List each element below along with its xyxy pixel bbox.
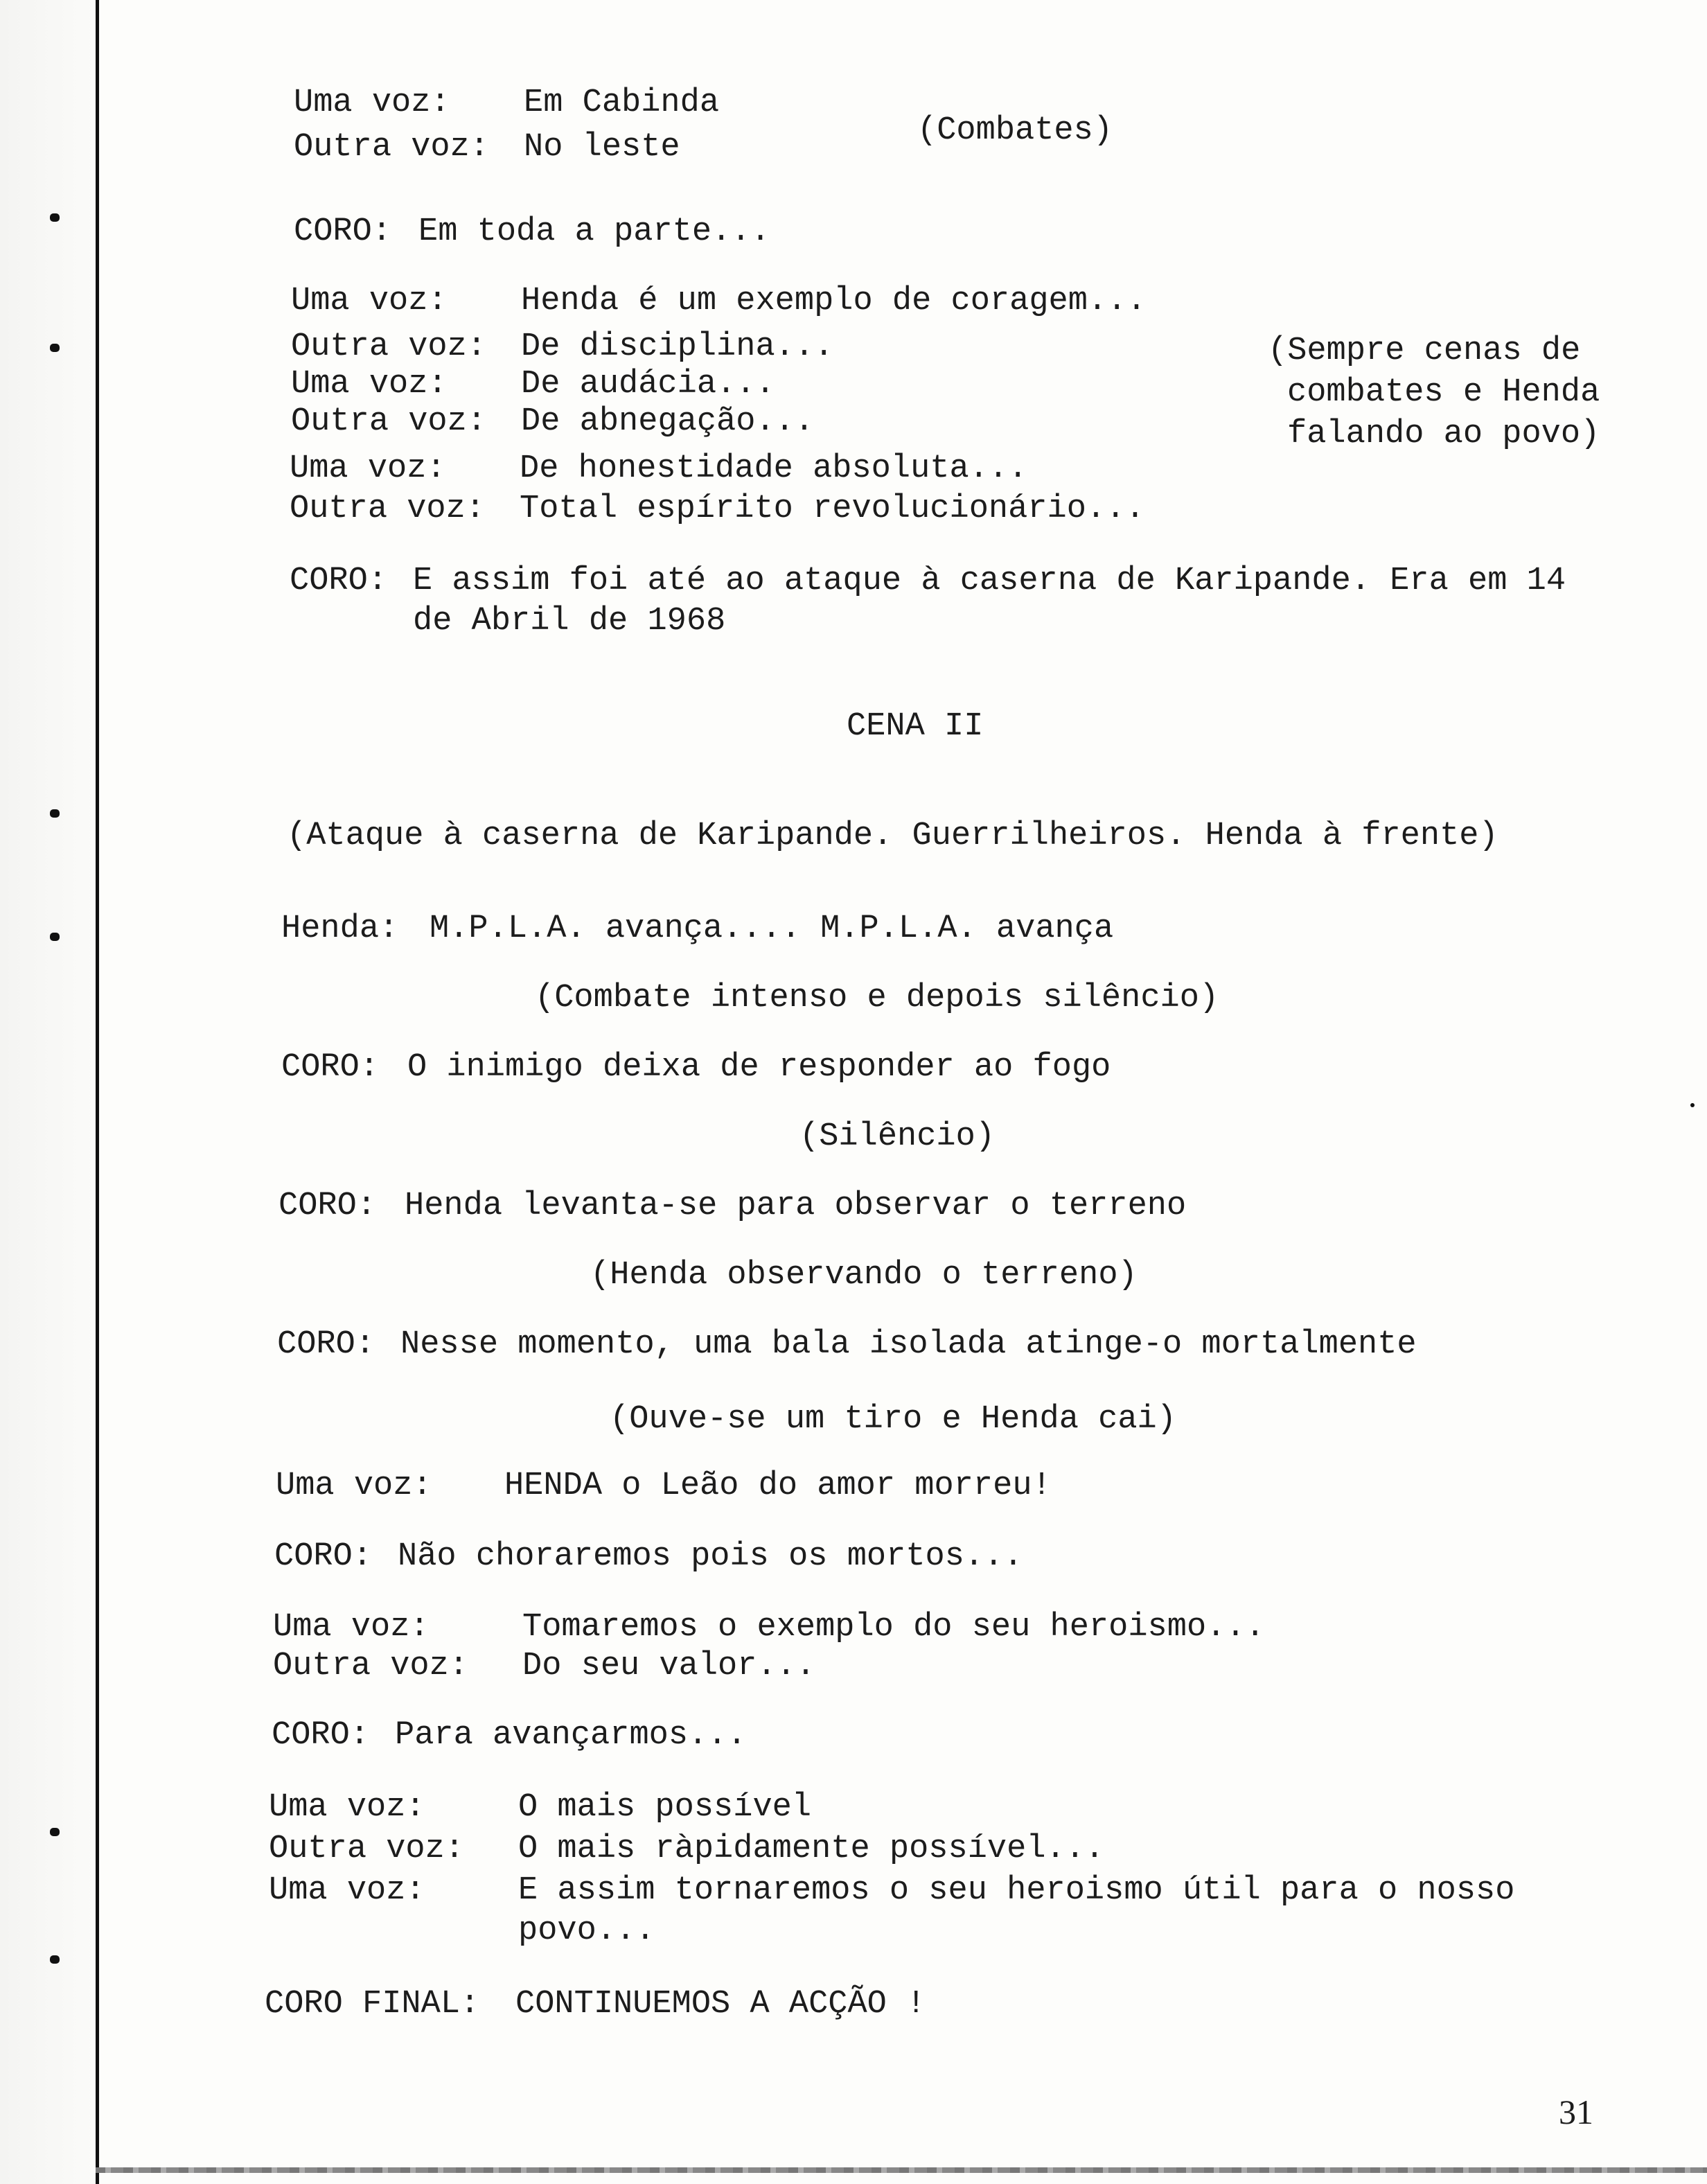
speaker-label: Uma voz: <box>291 366 448 403</box>
dialogue-line: Total espírito revolucionário... <box>520 491 1145 527</box>
dialogue-line: De audácia... <box>521 366 775 403</box>
speaker-label: CORO: <box>278 1188 377 1224</box>
speaker-label: Outra voz: <box>291 403 487 440</box>
speaker-label: Uma voz: <box>291 283 448 319</box>
scan-speck <box>1690 1103 1695 1107</box>
stage-direction: (Sempre cenas de <box>1268 333 1581 369</box>
page-number: 31 <box>1559 2093 1593 2131</box>
speaker-label: CORO: <box>294 213 392 250</box>
dialogue-line: E assim tornaremos o seu heroismo útil para o nosso <box>518 1872 1515 1909</box>
binding-edge-line <box>96 0 99 2184</box>
speaker-label: Uma voz: <box>273 1609 430 1646</box>
speaker-label: Henda: <box>281 910 399 947</box>
dialogue-line: CONTINUEMOS A ACÇÃO ! <box>515 1986 926 2023</box>
dialogue-line: O inimigo deixa de responder ao fogo <box>407 1049 1111 1086</box>
punch-mark <box>50 809 60 818</box>
dialogue-line: Não choraremos pois os mortos... <box>398 1538 1023 1575</box>
punch-mark <box>50 344 60 352</box>
speaker-label: Outra voz: <box>273 1648 469 1684</box>
punch-mark <box>50 1828 60 1836</box>
stage-direction: (Combate intenso e depois silêncio) <box>535 980 1219 1016</box>
dialogue-line: No leste <box>524 129 680 166</box>
speaker-label: Uma voz: <box>290 450 446 487</box>
punch-mark <box>50 213 60 222</box>
dialogue-line: Henda é um exemplo de coragem... <box>521 283 1147 319</box>
dialogue-line: O mais possível <box>518 1789 812 1826</box>
scene-title: CENA II <box>847 708 984 745</box>
dialogue-line: povo... <box>518 1912 655 1949</box>
punch-mark <box>50 1955 60 1964</box>
dialogue-line: Em Cabinda <box>524 85 720 121</box>
speaker-label: CORO: <box>281 1049 380 1086</box>
speaker-label: Uma voz: <box>294 85 450 121</box>
stage-direction: (Ataque à caserna de Karipande. Guerrilheiros. Henda à frente) <box>287 818 1498 854</box>
speaker-label: Outra voz: <box>291 328 487 365</box>
scan-bottom-edge <box>96 2167 1707 2173</box>
dialogue-line: de Abril de 1968 <box>413 603 726 640</box>
stage-direction: combates e Henda <box>1287 374 1600 411</box>
stage-direction: (Silêncio) <box>799 1118 996 1155</box>
stage-direction: falando ao povo) <box>1287 416 1600 452</box>
speaker-label: Outra voz: <box>290 491 486 527</box>
speaker-label: CORO: <box>274 1538 373 1575</box>
dialogue-line: HENDA o Leão do amor morreu! <box>504 1468 1052 1504</box>
binding-margin <box>0 0 96 2184</box>
speaker-label: Outra voz: <box>269 1831 465 1867</box>
dialogue-line: E assim foi até ao ataque à caserna de Karipande. Era em 14 <box>413 563 1566 599</box>
speaker-label: Uma voz: <box>269 1789 425 1826</box>
stage-direction: (Ouve-se um tiro e Henda cai) <box>610 1401 1176 1438</box>
dialogue-line: De disciplina... <box>521 328 834 365</box>
punch-mark <box>50 933 60 941</box>
stage-direction: (Combates) <box>917 112 1113 149</box>
speaker-label: Uma voz: <box>276 1468 432 1504</box>
speaker-label: CORO: <box>277 1326 375 1363</box>
dialogue-line: O mais ràpidamente possível... <box>518 1831 1105 1867</box>
dialogue-line: De abnegação... <box>521 403 815 440</box>
speaker-label: CORO: <box>272 1717 370 1754</box>
dialogue-line: Henda levanta-se para observar o terreno <box>405 1188 1187 1224</box>
dialogue-line: De honestidade absoluta... <box>520 450 1028 487</box>
dialogue-line: Para avançarmos... <box>395 1717 747 1754</box>
dialogue-line: Tomaremos o exemplo do seu heroismo... <box>522 1609 1265 1646</box>
speaker-label: CORO FINAL: <box>265 1986 480 2023</box>
speaker-label: Uma voz: <box>269 1872 425 1909</box>
dialogue-line: Em toda a parte... <box>418 213 770 250</box>
dialogue-line: Nesse momento, uma bala isolada atinge-o mortalmente <box>400 1326 1417 1363</box>
dialogue-line: Do seu valor... <box>522 1648 816 1684</box>
speaker-label: CORO: <box>290 563 388 599</box>
stage-direction: (Henda observando o terreno) <box>590 1257 1138 1294</box>
dialogue-line: M.P.L.A. avança.... M.P.L.A. avança <box>430 910 1114 947</box>
speaker-label: Outra voz: <box>294 129 490 166</box>
